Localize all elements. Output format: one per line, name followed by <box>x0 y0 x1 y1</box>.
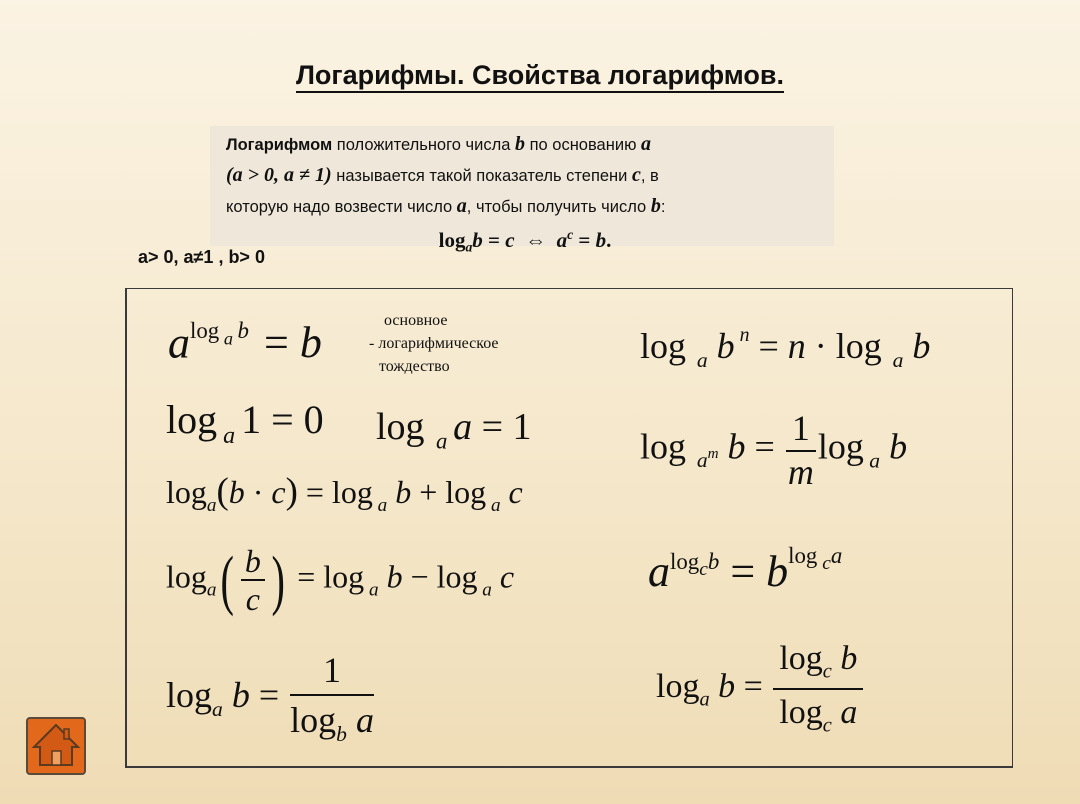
definition-block <box>210 126 834 255</box>
definition-line-1: Логарифмом положительного числа b по основанию a <box>226 133 652 155</box>
definition-line-3: которую надо возвести число a, чтобы получить число b: <box>226 195 666 217</box>
conditions-text: a> 0, a≠1 , b> 0 <box>138 247 265 267</box>
formula-log-power: log $_a$ b $^n$ = n · log $_a$ b <box>640 324 931 372</box>
formula-log-of-one: log $_a$ 1 = 0 <box>166 397 324 450</box>
formula-log-product: $\log_a(b \cdot c) = \log _a$ b + log $_a$ c <box>166 470 523 517</box>
definition-line-2: (a > 0, a ≠ 1) называется такой показатель степени c, в <box>226 164 659 186</box>
formula-log-quotient: $\log_a$( $\frac{b}{c}$ ) = log $_a$ b − log $_a$ c <box>166 542 515 618</box>
formula-log-base-power: log $_{a^m}$ b = $\frac{1}{m}$ log $_a$ b <box>640 408 908 492</box>
page-title: Логарифмы. Свойства логарифмов. <box>0 60 1080 91</box>
formula-log-swap: $a^{log_cb} = b^{log _ca}$ <box>648 543 843 596</box>
definition-formula: logab = c ⇔ $a^c = b$. <box>438 227 612 255</box>
home-button[interactable] <box>26 717 86 775</box>
formula-change-of-base: $\log_a b$ = $\frac{\log_c b}{\log_c a}$ <box>656 642 865 736</box>
formula-log-reciprocal: $\log_a b$ = $\frac{1}{\log_b a}$ <box>166 650 374 747</box>
formula-log-of-base: log $_a$ a = 1 <box>376 406 532 454</box>
formula-basic-identity: $a^{log _a b} = b$ <box>168 318 322 368</box>
basic-identity-note: основное - логарифмическое тождество <box>369 312 499 375</box>
home-icon <box>26 717 86 775</box>
